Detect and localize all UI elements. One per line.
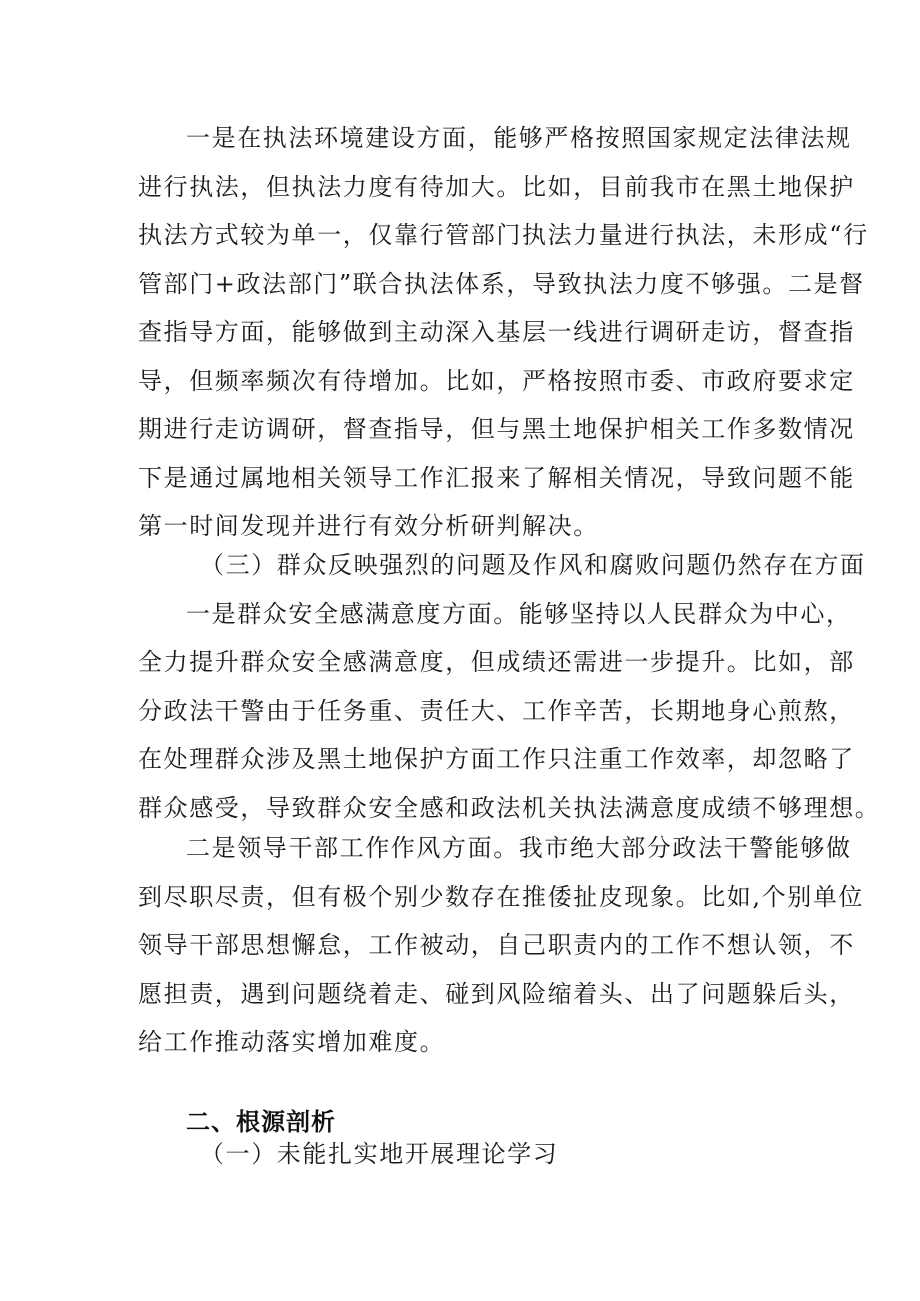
text-line: 下是通过属地相关领导工作汇报来了解相关情况，导致问题不能: [138, 463, 855, 492]
text-line: 导，但频率频次有待增加。比如，严格按照市委、市政府要求定: [138, 366, 855, 395]
text-line: 一是群众安全感满意度方面。能够坚持以人民群众为中心，: [186, 599, 852, 628]
text-line: 全力提升群众安全感满意度，但成绩还需进一步提升。比如，部: [138, 648, 855, 676]
text-line: 一是在执法环境建设方面，能够严格按照国家规定法律法规: [186, 124, 852, 152]
text-line: 第一时间发现并进行有效分析研判解决。: [138, 512, 599, 540]
text-line: 到尽职尽责，但有极个别少数存在推倭扯皮现象。比如,个别单位: [138, 882, 865, 911]
section-title-three: （三）群众反映强烈的问题及作风和腐败问题仍然存在方面: [200, 551, 866, 579]
subsection-heading-theory-study: （一）未能扎实地开展理论学习: [200, 1140, 559, 1168]
paragraph-public-satisfaction: [138, 541, 881, 832]
text-line: 二是领导干部工作作风方面。我市绝大部分政法干警能够做: [186, 834, 852, 862]
text-line: 管部门+政法部门”联合执法体系，导致执法力度不够强。二是督: [138, 269, 865, 298]
text-line: 执法方式较为单一，仅靠行管部门执法力量进行执法，未形成“行: [138, 221, 869, 249]
text-line: 群众感受，导致群众安全感和政法机关执法满意度成绩不够理想。: [138, 793, 881, 822]
text-line: 分政法干警由于任务重、责任大、工作辛苦，长期地身心煎熬，: [138, 696, 855, 725]
text-line: 查指导方面，能够做到主动深入基层一线进行调研走访，督查指: [138, 318, 855, 346]
text-line: 愿担责，遇到问题绕着走、碰到风险缩着头、出了问题躲后头，: [138, 979, 855, 1008]
paragraph-work-style: [138, 824, 865, 1067]
text-line: 给工作推动落实增加难度。: [138, 1028, 446, 1056]
text-line: 在处理群众涉及黑土地保护方面工作只注重工作效率，却忽略了: [138, 745, 855, 773]
text-line: 期进行走访调研，督查指导，但与黑土地保护相关工作多数情况: [138, 415, 855, 443]
section-heading-root-cause: 二、根源剖析: [186, 1108, 336, 1136]
text-line: 领导干部思想懈怠，工作被动，自己职责内的工作不想认领，不: [138, 931, 855, 959]
text-line: 进行执法，但执法力度有待加大。比如，目前我市在黑土地保护: [138, 172, 855, 201]
paragraph-law-enforcement: [138, 114, 869, 551]
